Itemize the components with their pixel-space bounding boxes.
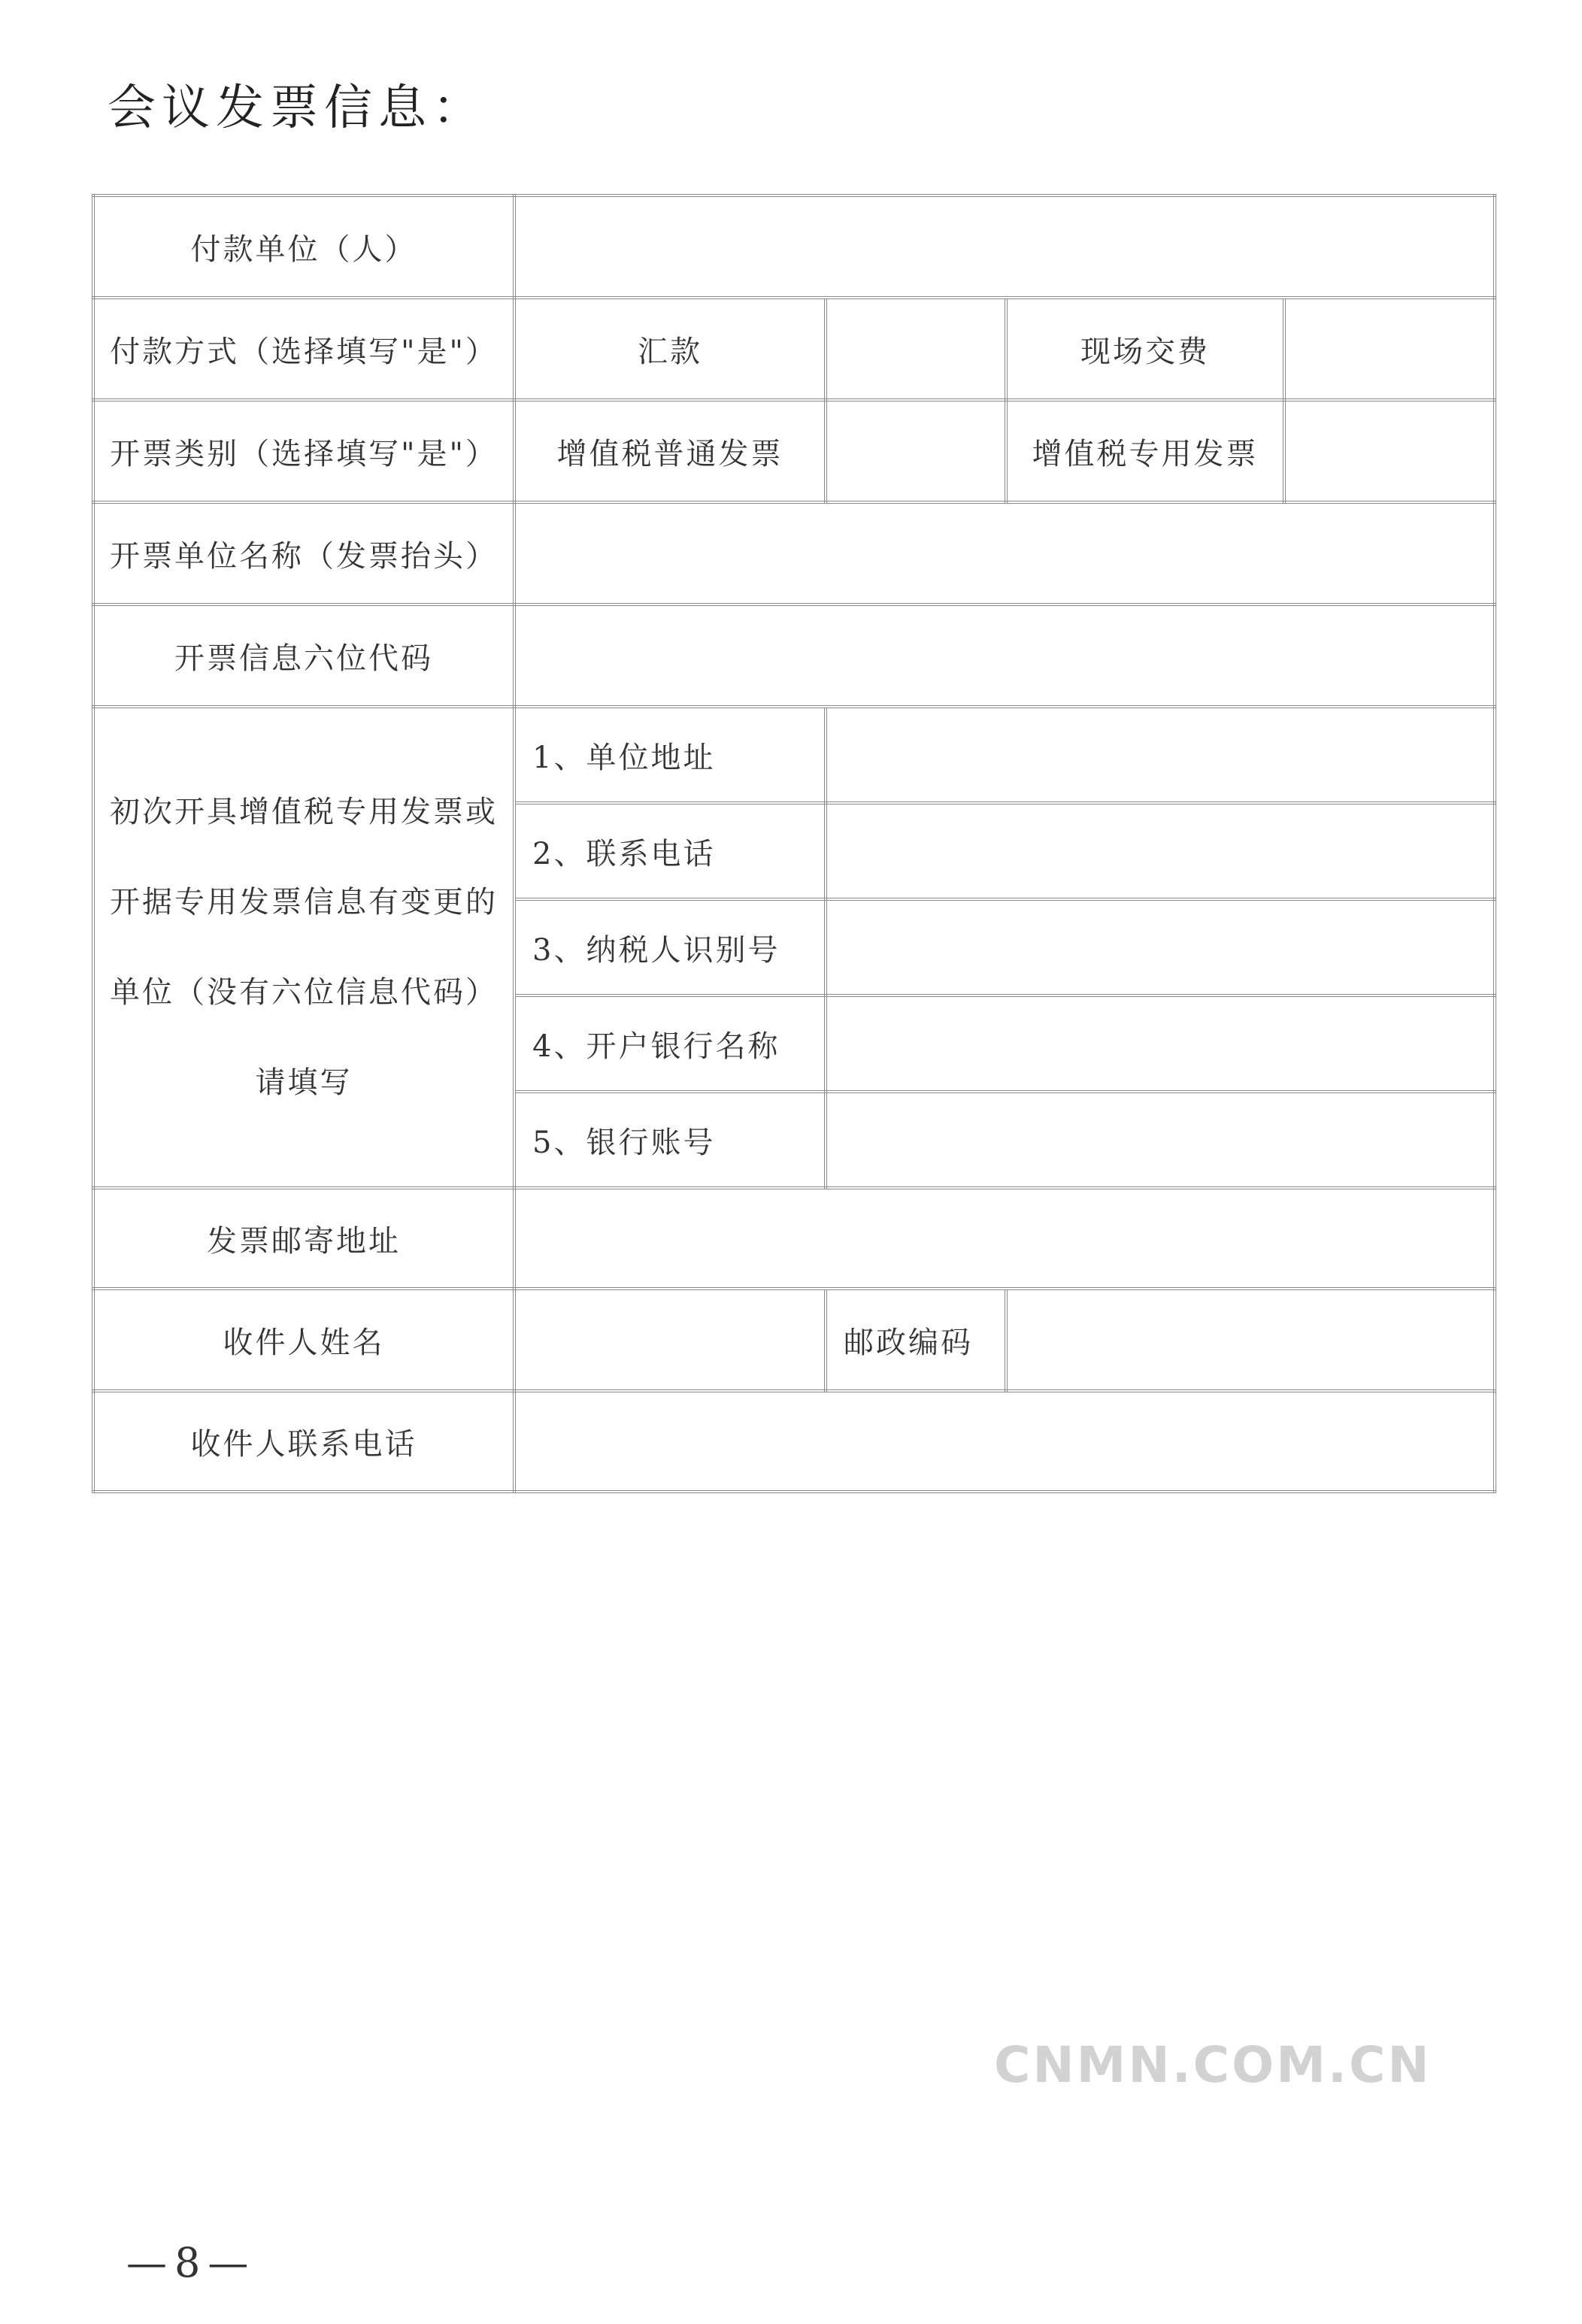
recipient-row [93,1289,1495,1391]
unit-address-label: 1、单位地址 [514,707,826,803]
mailing-address-row [93,1188,1495,1289]
page-title: 会议发票信息： [108,80,486,136]
payment-method-label: 付款方式（选择填写"是"） [93,298,514,400]
watermark: CNMN.COM.CN [994,2036,1432,2094]
bank-name-label: 4、开户银行名称 [514,995,826,1092]
recipient-phone-input[interactable] [514,1391,1495,1492]
payment-method-row [93,298,1495,400]
invoice-title-label: 开票单位名称（发票抬头） [93,502,514,604]
bank-account-input[interactable] [826,1092,1495,1188]
vat-normal-input[interactable] [826,400,1006,502]
invoice-title-row [93,502,1495,604]
postal-code-label: 邮政编码 [826,1289,1006,1391]
contact-phone-label: 2、联系电话 [514,803,826,899]
contact-phone-input[interactable] [826,803,1495,899]
recipient-name-input[interactable] [514,1289,826,1391]
mailing-address-input[interactable] [514,1188,1495,1289]
postal-code-input[interactable] [1006,1289,1495,1391]
taxpayer-id-label: 3、纳税人识别号 [514,899,826,995]
payer-input[interactable] [514,195,1495,298]
remit-label: 汇款 [514,298,826,400]
recipient-phone-label: 收件人联系电话 [93,1391,514,1492]
six-digit-code-label: 开票信息六位代码 [93,604,514,707]
invoice-type-row [93,400,1495,502]
remit-input[interactable] [826,298,1006,400]
vat-special-label: 增值税专用发票 [1006,400,1284,502]
first-time-label: 初次开具增值税专用发票或开据专用发票信息有变更的单位（没有六位信息代码）请填写 [93,707,514,1188]
vat-special-input[interactable] [1284,400,1495,502]
unit-address-row [93,707,1495,803]
onsite-payment-label: 现场交费 [1006,298,1284,400]
vat-normal-label: 增值税普通发票 [514,400,826,502]
payer-row [93,195,1495,298]
six-digit-code-row [93,604,1495,707]
bank-name-input[interactable] [826,995,1495,1092]
bank-account-label: 5、银行账号 [514,1092,826,1188]
page-number: —8— [126,2239,256,2286]
recipient-phone-row [93,1391,1495,1492]
taxpayer-id-input[interactable] [826,899,1495,995]
mailing-address-label: 发票邮寄地址 [93,1188,514,1289]
onsite-payment-input[interactable] [1284,298,1495,400]
invoice-type-label: 开票类别（选择填写"是"） [93,400,514,502]
unit-address-input[interactable] [826,707,1495,803]
invoice-info-form [92,194,1496,1493]
payer-label: 付款单位（人） [93,195,514,298]
recipient-name-label: 收件人姓名 [93,1289,514,1391]
invoice-title-input[interactable] [514,502,1495,604]
six-digit-code-input[interactable] [514,604,1495,707]
